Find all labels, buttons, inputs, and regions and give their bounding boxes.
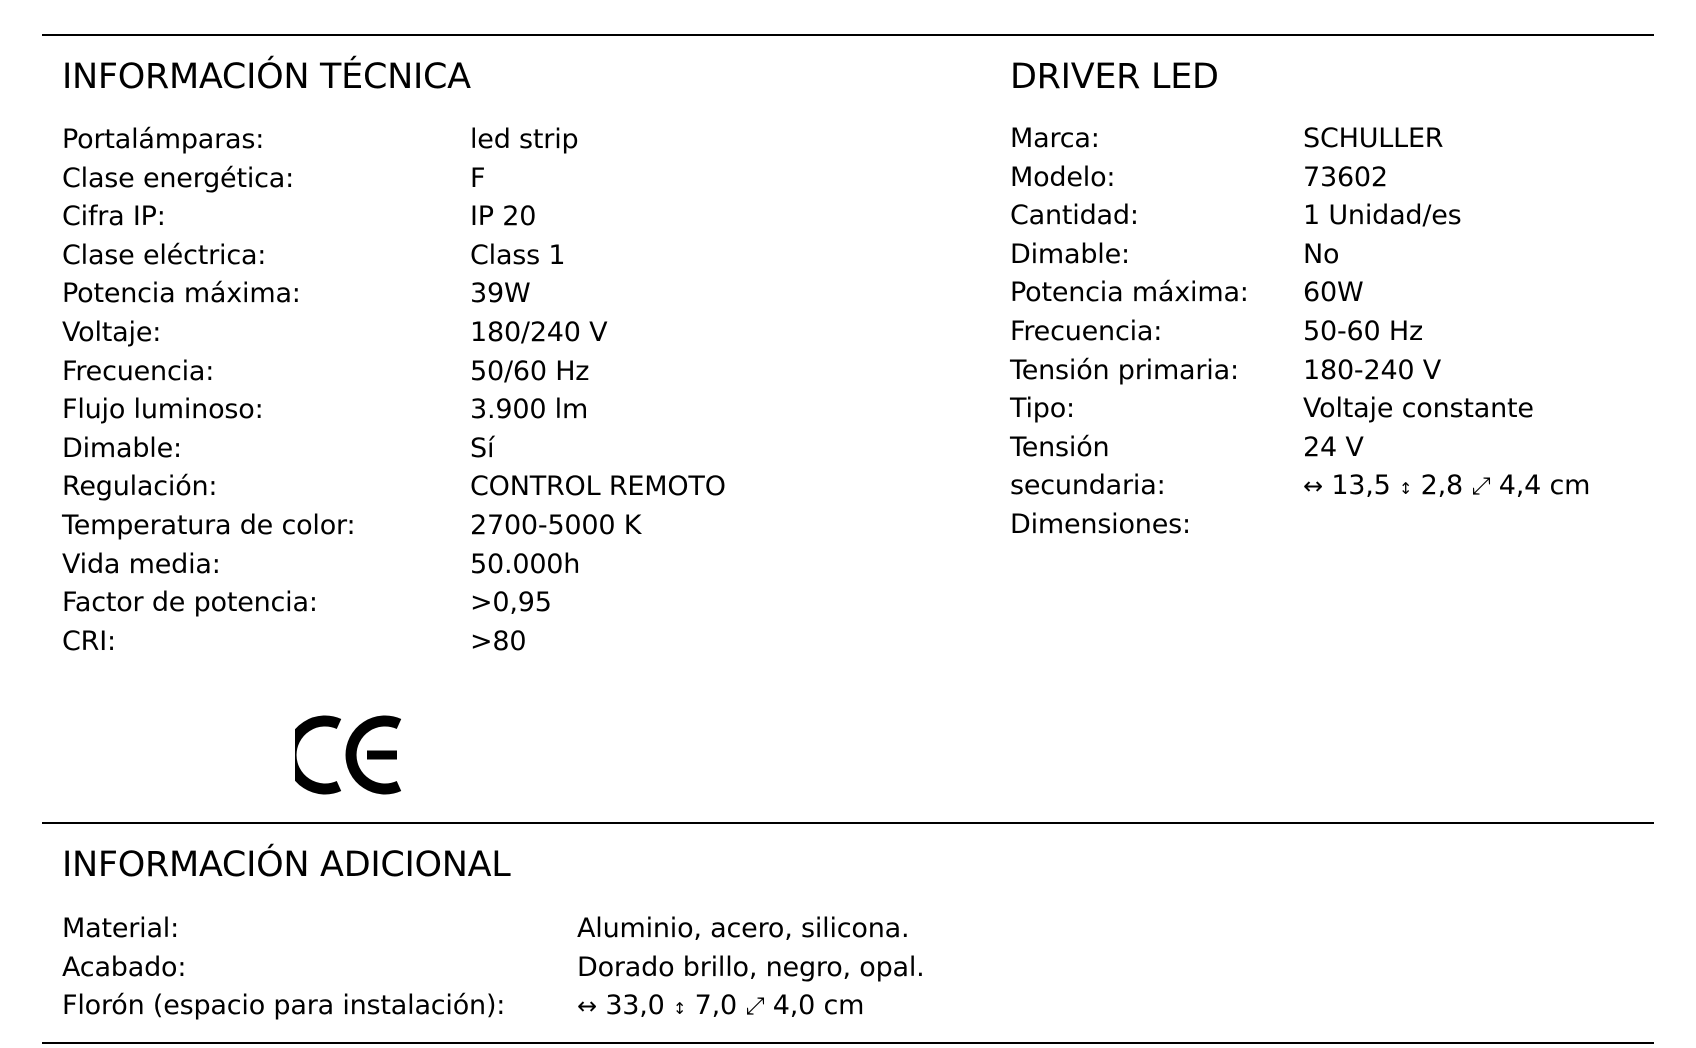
spec-label: Potencia máxima: (62, 278, 301, 310)
spec-label: Potencia máxima: (1010, 277, 1249, 309)
spec-label: Dimable: (62, 432, 182, 464)
spec-value: Sí (470, 432, 495, 464)
spec-value: SCHULLER (1303, 123, 1444, 154)
spec-label: CRI: (62, 625, 116, 657)
spec-label: Cantidad: (1010, 200, 1139, 232)
spec-value: 180-240 V (1303, 354, 1442, 386)
spec-row-vida-media (62, 546, 862, 585)
spec-label: Florón (espacio para instalación): (62, 990, 506, 1022)
spec-label: Flujo luminoso: (62, 394, 264, 426)
spec-value: 50-60 Hz (1303, 315, 1423, 347)
driver-row-dimable (1010, 236, 1650, 275)
middle-divider (42, 822, 1654, 824)
spec-label: Frecuencia: (1010, 315, 1163, 347)
technical-info-title: INFORMACIÓN TÉCNICA (62, 57, 471, 97)
spec-label: Voltaje: (62, 316, 162, 348)
spec-value: Class 1 (470, 239, 566, 271)
additional-info-title: INFORMACIÓN ADICIONAL (62, 845, 511, 885)
dimension-depth: 4,4 (1498, 470, 1542, 502)
driver-led-title: DRIVER LED (1010, 57, 1219, 97)
spec-value: 50.000h (470, 548, 581, 580)
spec-value: 2700-5000 K (470, 509, 642, 541)
spec-row-cifra-ip (62, 198, 862, 237)
spec-value: F (470, 162, 486, 194)
driver-row-tension-secundaria (1010, 429, 1650, 468)
spec-label: Vida media: (62, 548, 221, 580)
dimension-depth: 4,0 (772, 990, 816, 1022)
spec-value: Voltaje constante (1303, 393, 1534, 425)
extra-row-floron (62, 987, 1162, 1026)
spec-value: CONTROL REMOTO (470, 471, 726, 503)
spec-label: Tipo: (1010, 393, 1075, 425)
extra-row-acabado (62, 949, 1162, 988)
diagonal-arrow-icon: ⤢ (745, 992, 765, 1021)
dimension-height: 2,8 (1420, 470, 1463, 502)
spec-label: Regulación: (62, 471, 218, 503)
technical-info-table (62, 121, 862, 661)
driver-row-frecuencia (1010, 313, 1650, 352)
spec-value: 1 Unidad/es (1303, 200, 1462, 232)
spec-label: Cifra IP: (62, 201, 166, 233)
spec-label: Dimensiones: (1010, 508, 1191, 540)
spec-value: 73602 (1303, 161, 1388, 193)
spec-value: 24 V (1303, 431, 1364, 463)
top-divider (42, 34, 1654, 36)
up-down-arrow-icon: ↕ (673, 999, 687, 1019)
dimension-unit: cm (1549, 470, 1591, 502)
spec-label: Temperatura de color: (62, 509, 356, 541)
bottom-divider (42, 1042, 1654, 1044)
driver-row-dimensiones (1010, 506, 1650, 545)
spec-value: >0,95 (470, 587, 552, 619)
spec-row-temperatura-color (62, 507, 862, 546)
spec-value: 50/60 Hz (470, 355, 590, 387)
floron-dimensions-value (577, 987, 864, 1029)
driver-row-cantidad (1010, 197, 1650, 236)
left-right-arrow-icon: ↔ (577, 992, 597, 1021)
spec-value: 3.900 lm (470, 394, 589, 426)
spec-row-cri (62, 623, 862, 662)
driver-row-modelo (1010, 159, 1650, 198)
ce-mark-icon (295, 712, 405, 798)
spec-value: 180/240 V (470, 316, 608, 348)
spec-label: Clase energética: (62, 162, 295, 194)
spec-value: >80 (470, 625, 527, 657)
spec-label: Modelo: (1010, 161, 1116, 193)
spec-label: Acabado: (62, 951, 187, 983)
spec-label: Portalámparas: (62, 124, 265, 155)
dimension-width: 13,5 (1331, 470, 1391, 502)
spec-row-factor-potencia (62, 584, 862, 623)
spec-value: 60W (1303, 277, 1364, 309)
spec-row-clase-electrica (62, 237, 862, 276)
spec-label: Material: (62, 913, 179, 944)
driver-row-tipo (1010, 390, 1650, 429)
driver-row-secundaria (1010, 467, 1650, 506)
spec-label: secundaria: (1010, 470, 1166, 502)
diagonal-arrow-icon: ⤢ (1471, 472, 1491, 501)
spec-label: Dimable: (1010, 238, 1130, 270)
spec-row-voltaje (62, 314, 862, 353)
spec-value: Dorado brillo, negro, opal. (577, 951, 925, 983)
spec-label: Tensión (1010, 431, 1110, 463)
dimension-unit: cm (823, 990, 865, 1022)
spec-value: Aluminio, acero, silicona. (577, 913, 910, 944)
spec-label: Factor de potencia: (62, 587, 318, 619)
driver-dimensions-value (1303, 467, 1590, 509)
extra-row-material (62, 910, 1162, 949)
spec-value: No (1303, 238, 1340, 270)
spec-row-frecuencia (62, 353, 862, 392)
driver-led-table (1010, 120, 1650, 545)
dimension-width: 33,0 (605, 990, 665, 1022)
spec-row-potencia-maxima (62, 275, 862, 314)
spec-label: Clase eléctrica: (62, 239, 267, 271)
spec-value: IP 20 (470, 201, 537, 233)
spec-label: Marca: (1010, 123, 1100, 154)
spec-row-regulacion (62, 468, 862, 507)
spec-value: 39W (470, 278, 531, 310)
up-down-arrow-icon: ↕ (1399, 479, 1413, 499)
left-right-arrow-icon: ↔ (1303, 472, 1323, 501)
driver-row-marca (1010, 120, 1650, 159)
additional-info-table (62, 910, 1162, 1026)
spec-value: led strip (470, 124, 579, 155)
spec-label: Tensión primaria: (1010, 354, 1239, 386)
spec-row-dimable (62, 430, 862, 469)
driver-row-potencia-maxima (1010, 274, 1650, 313)
spec-row-flujo-luminoso (62, 391, 862, 430)
spec-row-clase-energetica (62, 160, 862, 199)
spec-label: Frecuencia: (62, 355, 215, 387)
dimension-height: 7,0 (694, 990, 737, 1022)
spec-row-portalamparas (62, 121, 862, 160)
driver-row-tension-primaria (1010, 352, 1650, 391)
